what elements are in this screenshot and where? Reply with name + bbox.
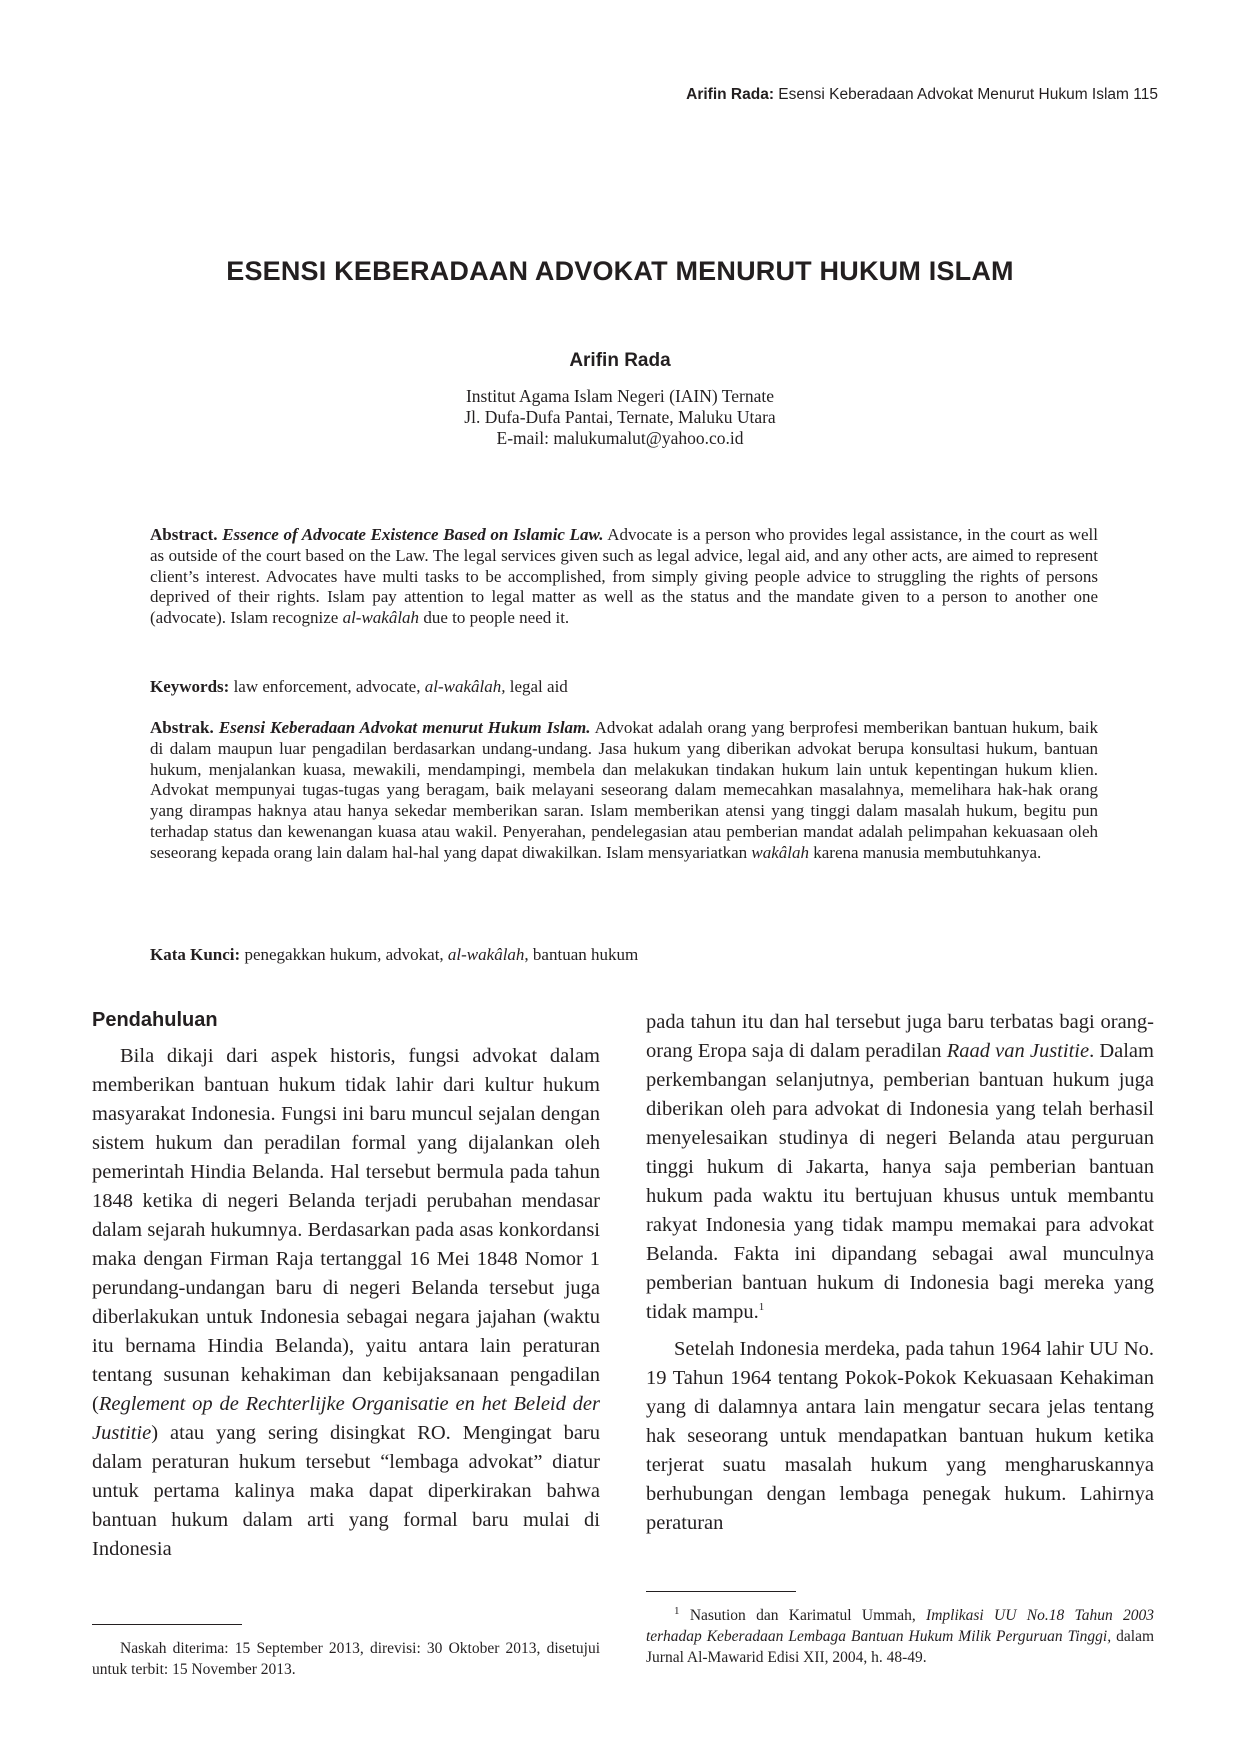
kata-kunci-text: penegakkan hukum, advokat, [244,945,444,964]
body-text: pada tahun itu dan hal tersebut juga baru terbatas bagi orang-orang Eropa saja di dalam peradilan [646,1011,1154,1062]
abstrak-label: Abstrak. [150,718,214,737]
keywords-term: al-wakâlah, [424,677,506,696]
footnote-text-end: dalam Jurnal Al-Mawarid Edisi XII, 2004, h. 48-49. [646,1628,1155,1666]
kata-kunci-text-end: , bantuan hukum [524,945,639,964]
body-text: . Dalam perkembangan selanjutnya, pemberian bantuan hukum juga diberikan oleh para advokat di Indonesia yang telah berhasil menyelesaikan studinya di negeri Belanda atau perguruan tinggi hukum di Jakarta, hanya saja pemberian bantuan hukum pada waktu itu bertujuan khusus untuk membantu rakyat Indonesia yang tidak mampu memakai para advokat Belanda. Fakta ini dipandang sebagai awal munculnya pemberian bantuan hukum di Indonesia bagi mereka yang tidak mampu. [646,1040,1154,1323]
footnote-rule-left [92,1624,242,1625]
body-column-right [646,1008,1154,1538]
abstract-text-end: due to people need it. [423,608,570,628]
kata-kunci-label: Kata Kunci: [150,945,241,964]
abstract-indonesian [150,718,1098,864]
keywords-text-end: legal aid [509,677,568,696]
footnote-text: Nasution dan Karimatul Ummah, [689,1607,916,1624]
body-text: Bila dikaji dari aspek historis, fungsi advokat dalam memberikan bantuan hukum tidak lahir dari kultur hukum masyarakat Indonesia. Fungsi ini baru muncul sejalan dengan sistem hukum dan peradilan formal yang dijalankan oleh pemerintah Hindia Belanda. Hal tersebut bermula pada tahun 1848 ketika di negeri Belanda terjadi perubahan mendasar dalam sejarah hukumnya. Berdasarkan pada asas konkordansi maka dengan Firman Raja tertanggal 16 Mei 1848 Nomor 1 perundang-undangan baru di negeri Belanda tersebut juga diberlakukan untuk Indonesia sebagai negara jajahan (waktu itu bernama Hindia Belanda), yaitu antara lain peraturan tentang susunan kehakiman dan kebijaksanaan pengadilan ( [92,1045,600,1415]
abstract-english [150,525,1098,629]
abstrak-term: wakâlah [751,842,810,862]
body-text: ) atau yang sering disingkat RO. Mengingat baru dalam peraturan hukum tersebut “lembaga advokat” diatur untuk pertama kalinya maka dapat diperkirakan bahwa bantuan hukum dalam arti yang formal baru mulai di Indonesia [92,1422,600,1560]
footnote-reference[interactable]: 1 [758,1301,765,1314]
body-italic-text: Raad van Justitie [946,1040,1090,1062]
affiliation-email: E-mail: malukumalut@yahoo.co.id [496,428,744,448]
affiliation [0,386,1240,449]
running-head-author: Arifin Rada: [686,86,774,103]
affiliation-address: Jl. Dufa-Dufa Pantai, Ternate, Maluku Utara [464,407,776,427]
footnote-italic-title: Implikasi UU No.18 Tahun 2003 terhadap Keberadaan Lembaga Bantuan Hukum Milik Perguruan Tinggi, [646,1607,1155,1645]
abstract-label: Abstract. [150,525,218,544]
body-column-left [92,1008,600,1564]
abstrak-text-end: karena manusia membutuhkanya. [813,842,1042,862]
abstract-text: Advocate is a person who provides legal assistance, in the court as well as outside of the court based on the Law. The legal services given such as legal advice, legal aid, and any other acts, are aimed to represent client’s interest. Advocates have multi tasks to be accomplished, from simply giving people advice to struggling the rights of persons deprived of their rights. Islam pay attention to legal matter as well as the status and the mandate given to a person to another one (advocate). Islam recognize [150,525,1099,628]
body-italic-text: Reglement op de Rechterlijke Organisatie en het Beleid der Justitie [92,1393,600,1444]
author-name: Arifin Rada [569,350,671,371]
abstrak-heading: Esensi Keberadaan Advokat menurut Hukum Islam. [218,718,591,737]
keywords-indonesian [150,945,1098,966]
abstract-term: al-wakâlah [342,608,420,628]
running-head [686,86,1158,104]
footnote-number: 1 [674,1604,680,1617]
abstrak-text: Advokat adalah orang yang berprofesi memberikan bantuan hukum, baik di dalam maupun luar pengadilan berdasarkan undang-undang. Jasa hukum yang diberikan advokat berupa konsultasi hukum, bantuan hukum, menjalankan kuasa, mewakili, mendampingi, membela dan melakukan tindakan hukum lain untuk kepentingan hukum klien. Advokat mempunyai tugas-tugas yang beragam, baik melayani seseorang dalam memecahkan masalahnya, memelihara hak-hak orang yang dirampas haknya atau hanya sekedar memberikan saran. Islam memberikan atensi yang tinggi dalam masalah hukum, begitu pun terhadap status dan kewenangan kuasa atau wakil. Penyerahan, pendelegasian atau pemberian mandat adalah pelimpahan kekuasaan oleh seseorang kepada orang lain dalam hal-hal yang dapat diwakilkan. Islam mensyariatkan [150,718,1099,862]
section-heading: Pendahuluan [92,1009,218,1031]
article-title: ESENSI KEBERADAAN ADVOKAT MENURUT HUKUM ISLAM [226,256,1014,286]
keywords-english [150,677,1098,698]
page-number: 115 [1133,86,1158,103]
running-head-title: Esensi Keberadaan Advokat Menurut Hukum Islam [778,86,1129,103]
footnote-received: Naskah diterima: 15 September 2013, direvisi: 30 Oktober 2013, disetujui untuk terbit: 15 November 2013. [92,1640,600,1678]
keywords-label: Keywords: [150,677,230,696]
body-paragraph: Setelah Indonesia merdeka, pada tahun 1964 lahir UU No. 19 Tahun 1964 tentang Pokok-Pokok Kekuasaan Kehakiman yang di dalamnya antara lain mengatur secara jelas tentang hak seseorang untuk mendapatkan bantuan hukum ketika terjerat suatu masalah hukum yang mengharuskannya berhubungan dengan lembaga penegak hukum. Lahirnya peraturan [646,1338,1154,1534]
affiliation-institution: Institut Agama Islam Negeri (IAIN) Ternate [465,386,774,406]
abstract-heading: Essence of Advocate Existence Based on Islamic Law. [222,525,604,544]
body-paragraph [92,1042,600,1564]
keywords-text: law enforcement, advocate, [233,677,421,696]
footnote-rule-right [646,1591,796,1592]
body-paragraph [646,1008,1154,1327]
footnote-1 [646,1605,1154,1668]
kata-kunci-term: al-wakâlah [447,945,525,964]
